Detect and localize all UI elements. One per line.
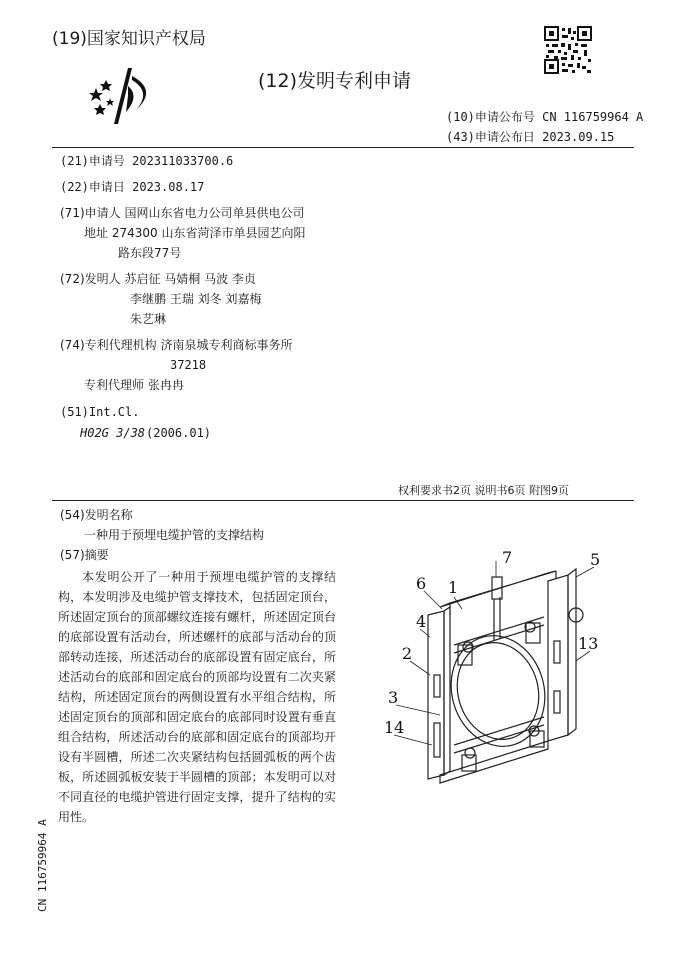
application-date: (22)申请日 2023.08.17: [60, 180, 205, 194]
figure-label-5: 5: [590, 550, 601, 569]
figure-label-14: 14: [384, 718, 405, 737]
figure-label-4: 4: [416, 612, 427, 631]
patent-drawing-figure: [380, 545, 610, 795]
side-publication-number: CN 116759964 A: [36, 819, 49, 912]
abstract-text: 本发明公开了一种用于预埋电缆护管的支撑结构，本发明涉及电缆护管支撑技术，包括固定顶台，所述固定顶台的顶部螺纹连接有螺杆，所述固定顶台的底部设置有活动台，所述螺杆的底部与活动台的顶部转动连接，所述活动台的底部设置有固定底台，所述活动台的底部和固定底台的顶部均设置有二次夹紧结构，所述固定顶台的两侧设置有水平组合结构，所述固定顶台的顶部和固定底台的底部同时设置有垂直组合结构，所述活动台的底部和固定底台的顶部均开设有半圆槽，所述二次夹紧结构包括圆弧板的两个齿板，所述圆弧板安装于半圆槽的顶部；本发明可以对不同直径的电缆护管进行固定支撑，提升了结构的实用性。: [58, 570, 336, 824]
patent-agent: 专利代理师 张冉冉: [84, 378, 184, 392]
inventors-line-2: 李继鹏 王瑞 刘冬 刘嘉梅: [130, 292, 262, 306]
inventors-line-3: 朱艺琳: [130, 312, 167, 326]
publication-date: (43)申请公布日 2023.09.15: [446, 130, 615, 144]
office-name: (19)国家知识产权局: [52, 29, 206, 49]
int-cl-date: (2006.01): [146, 426, 212, 440]
inventors-line-1: (72)发明人 苏启征 马婧桐 马波 李贞: [60, 272, 256, 286]
abstract-label: (57)摘要: [60, 548, 109, 562]
figure-label-7: 7: [502, 548, 513, 567]
abstract-divider: [52, 500, 634, 501]
patent-agency-code: 37218: [170, 358, 207, 372]
page-count: 权利要求书2页 说明书6页 附图9页: [398, 484, 569, 497]
applicant: (71)申请人 国网山东省电力公司单县供电公司: [60, 206, 305, 220]
figure-label-2: 2: [402, 644, 413, 663]
figure-label-1: 1: [448, 578, 459, 597]
cnipa-logo: [88, 66, 160, 126]
int-cl-label: (51)Int.Cl.: [60, 405, 140, 419]
invention-title: 一种用于预埋电缆护管的支撑结构: [84, 528, 265, 542]
figure-label-13: 13: [578, 634, 599, 653]
figure-label-3: 3: [388, 688, 399, 707]
int-cl-class: H02G 3/38: [80, 426, 146, 440]
figure-label-6: 6: [416, 574, 427, 593]
patent-agency: (74)专利代理机构 济南泉城专利商标事务所: [60, 338, 293, 352]
header-divider: [52, 147, 634, 148]
address-line-1: 地址 274300 山东省菏泽市单县园艺向阳: [84, 226, 306, 240]
address-line-2: 路东段77号: [118, 246, 182, 260]
document-type-title: (12)发明专利申请: [258, 70, 412, 92]
title-label: (54)发明名称: [60, 508, 133, 522]
publication-number: (10)申请公布号 CN 116759964 A: [446, 110, 644, 124]
application-number: (21)申请号 202311033700.6: [60, 154, 234, 168]
qr-code-icon: [544, 26, 592, 74]
